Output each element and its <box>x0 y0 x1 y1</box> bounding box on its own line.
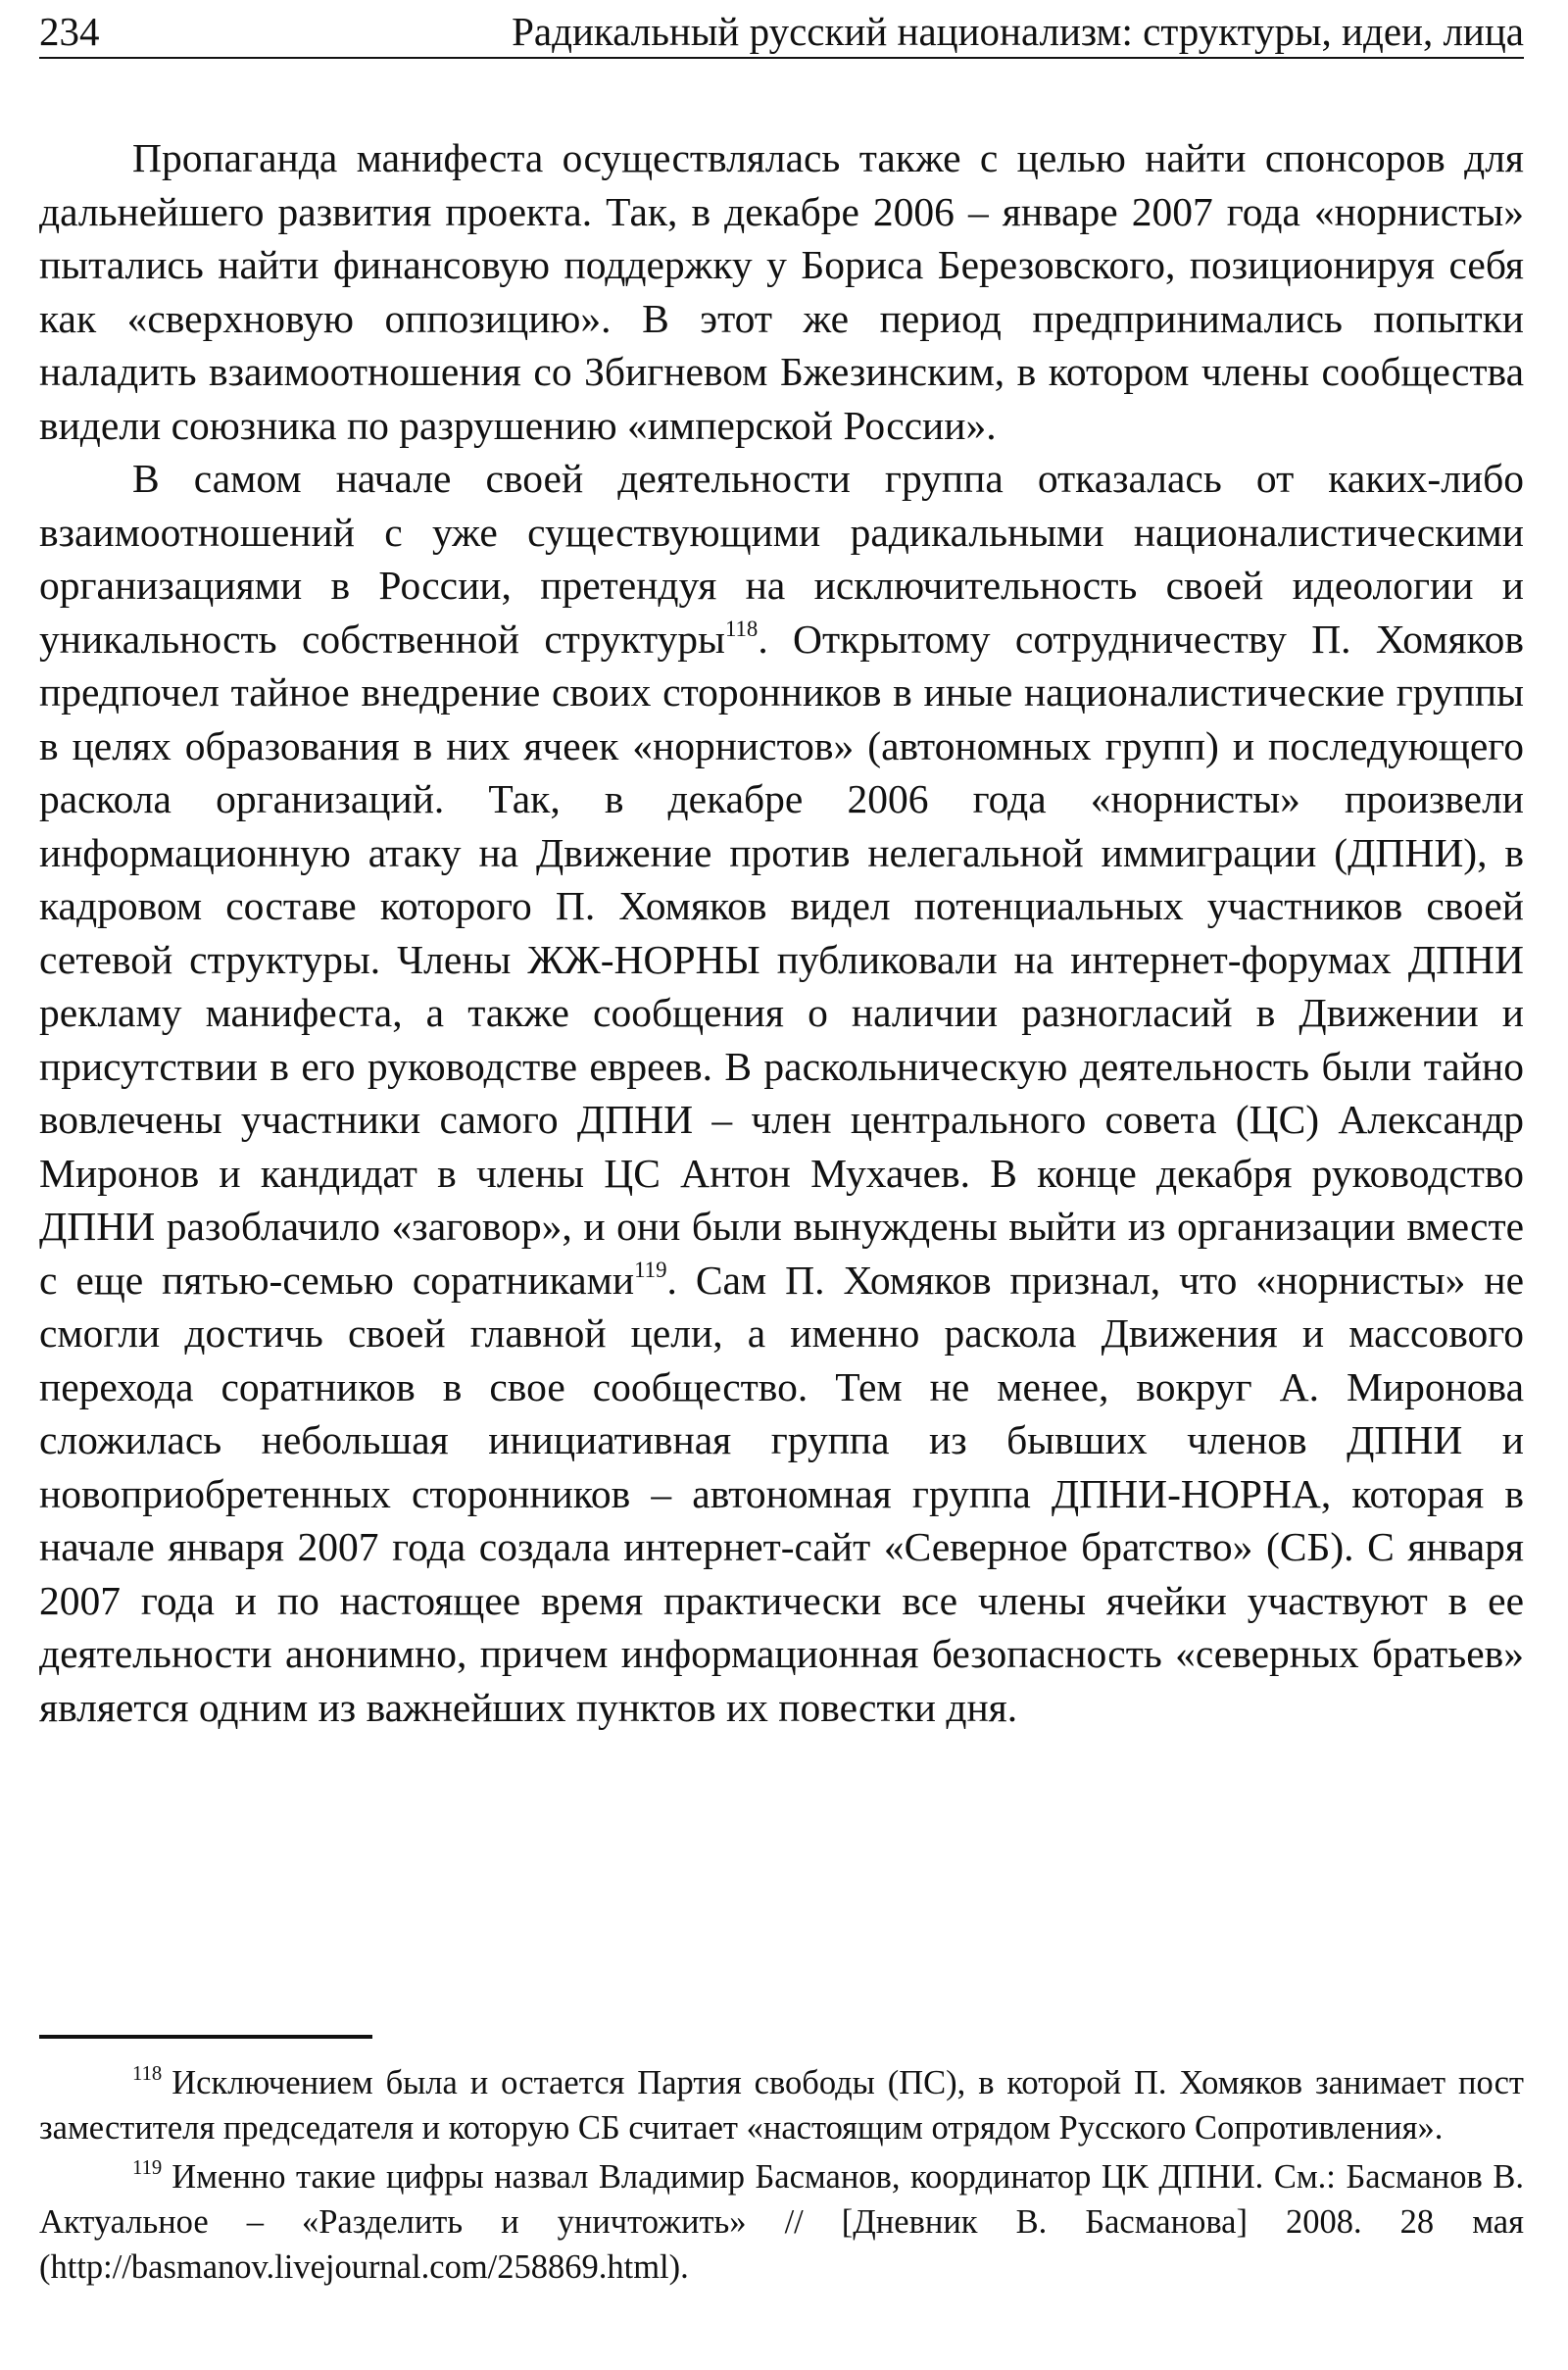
paragraph-2-text-c: . Сам П. Хомяков признал, что «норнисты» не смогли достичь своей главной цели, а именно раскола Движения и массового перехода соратников в свое сообщество. Тем не менее, вокруг А. Миронова сложилась небольшая инициативная группа из бывших членов ДПНИ и новоприобретенных сторонников – автономная группа ДПНИ-НОРНА, которая в начале января 2007 года создала интернет-сайт «Северное братство» (СБ). С января 2007 года и по настоящее время практически все члены ячейки участвуют в ее деятельности анонимно, причем информационная безопасность «северных братьев» является одним из важнейших пунктов их повестки дня. <box>39 1257 1524 1730</box>
footnotes <box>39 2060 1524 2294</box>
paragraph-2 <box>39 452 1524 1734</box>
page-number: 234 <box>39 9 100 54</box>
footnote-text: Именно такие цифры назвал Владимир Басманов, координатор ЦК ДПНИ. См.: Басманов В. Актуальное – «Разделить и уничтожить» // [Дневник В. Басманова] 2008. 28 мая (http://basmanov.livejournal.com/258869.html). <box>39 2158 1524 2286</box>
running-header <box>39 6 1524 59</box>
footnote-ref-119[interactable]: 119 <box>634 1257 667 1282</box>
main-text <box>39 131 1524 1734</box>
footnote-separator <box>39 2035 372 2039</box>
paragraph-2-text-a: В самом начале своей деятельности группа отказалась от каких-либо взаимоотношений с уже существующими радикальными националистическими организациями в России, претендуя на исключительность своей идеологии и уникальность собственной структуры <box>39 456 1524 662</box>
footnote-ref-118[interactable]: 118 <box>724 616 759 641</box>
footnote-number: 118 <box>132 2062 163 2085</box>
running-title: Радикальный русский национализм: структуры, идеи, лица <box>512 9 1524 54</box>
paragraph-1-text: Пропаганда манифеста осуществлялась также с целью найти спонсоров для дальнейшего развития проекта. Так, в декабре 2006 – январе 2007 года «норнисты» пытались найти финансовую поддержку у Бориса Березовского, позиционируя себя как «сверхновую оппозицию». В этот же период предпринимались попытки наладить взаимоотношения со Збигневом Бжезинским, в котором члены сообщества видели союзника по разрушению «имперской России». <box>39 135 1524 448</box>
footnote-number: 119 <box>132 2156 163 2179</box>
footnote-text: Исключением была и остается Партия свободы (ПС), в которой П. Хомяков занимает пост заместителя председателя и которую СБ считает «настоящим отрядом Русского Сопротивления». <box>39 2064 1524 2147</box>
footnote-118 <box>39 2060 1524 2150</box>
paragraph-2-text-b: . Открытому сотрудничеству П. Хомяков предпочел тайное внедрение своих сторонников в иные националистические группы в целях образования в них ячеек «норнистов» (автономных групп) и последующего раскола организаций. Так, в декабре 2006 года «норнисты» произвели информационную атаку на Движение против нелегальной иммиграции (ДПНИ), в кадровом составе которого П. Хомяков видел потенциальных участников своей сетевой структуры. Члены ЖЖ-НОРНЫ публиковали на интернет-форумах ДПНИ рекламу манифеста, а также сообщения о наличии разногласий в Движении и присутствии в его руководстве евреев. В раскольническую деятельность были тайно вовлечены участники самого ДПНИ – член центрального совета (ЦС) Александр Миронов и кандидат в члены ЦС Антон Мухачев. В конце декабря руководство ДПНИ разоблачило «заговор», и они были вынуждены выйти из организации вместе с еще пятью-семью соратниками <box>39 616 1524 1303</box>
paragraph-1 <box>39 131 1524 452</box>
footnote-119 <box>39 2154 1524 2290</box>
